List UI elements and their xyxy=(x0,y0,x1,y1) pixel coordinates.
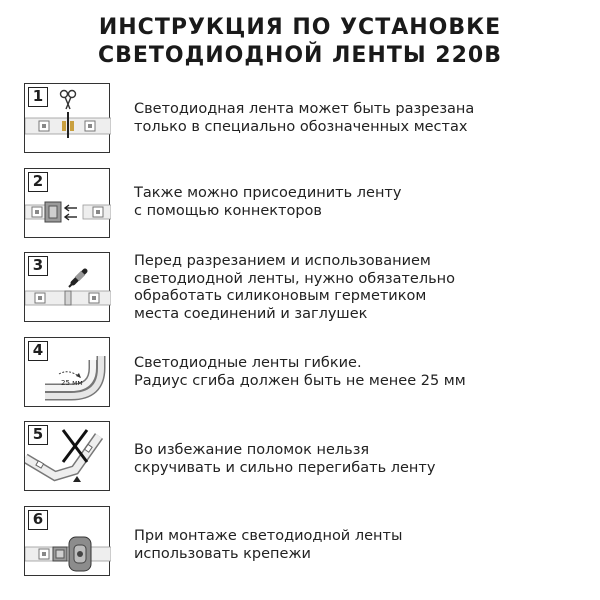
step-5-description xyxy=(134,442,584,477)
page-title-line-1: ИНСТРУКЦИЯ ПО УСТАНОВКЕ xyxy=(98,15,502,40)
step-2-line-2: с помощью коннекторов xyxy=(134,202,322,219)
step-1-line-2: только в специально обозначенных местах xyxy=(134,118,468,135)
step-5-number: 5 xyxy=(28,425,48,445)
step-3-line-1: Перед разрезанием и использованием xyxy=(134,253,431,269)
step-3-line-3: обработать силиконовым герметиком xyxy=(134,288,427,304)
step-2-number: 2 xyxy=(28,172,48,192)
step-3-line-2: светодиодной ленты, нужно обязательно xyxy=(134,270,456,287)
step-6-line-1: При монтаже светодиодной ленты xyxy=(134,528,403,544)
step-4-line-2: Радиус сгиба должен быть не менее 25 мм xyxy=(134,372,466,389)
step-4-line-1: Светодиодные ленты гибкие. xyxy=(134,355,362,371)
page-title-line-2: СВЕТОДИОДНОЙ ЛЕНТЫ 220В xyxy=(97,43,502,68)
step-5-line-2: скручивать и сильно перегибать ленту xyxy=(134,459,436,476)
step-3-illustration xyxy=(24,252,110,322)
step-4-illustration xyxy=(24,337,110,407)
step-1-line-1: Светодиодная лента может быть разрезана xyxy=(134,101,475,117)
step-2-line-1: Также можно присоединить ленту xyxy=(134,185,402,201)
step-6-number: 6 xyxy=(28,510,48,530)
step-6-line-2: использовать крепежи xyxy=(134,545,311,562)
step-6-description xyxy=(134,528,584,563)
step-2-illustration xyxy=(24,168,110,238)
step-1-description xyxy=(134,101,584,136)
step-5-line-1: Во избежание поломок нельзя xyxy=(134,442,370,458)
step-4-number: 4 xyxy=(28,341,48,361)
step-2-description xyxy=(134,185,584,220)
step-4-description xyxy=(134,355,584,390)
step-1-number: 1 xyxy=(28,87,48,107)
step-6-illustration xyxy=(24,506,110,576)
step-1-illustration xyxy=(24,83,110,153)
step-3-line-4: места соединений и заглушек xyxy=(134,305,368,322)
step-5-illustration xyxy=(24,421,110,491)
bend-radius-label: 25 мм xyxy=(61,379,83,387)
step-3-number: 3 xyxy=(28,256,48,276)
step-3-description xyxy=(134,253,584,323)
